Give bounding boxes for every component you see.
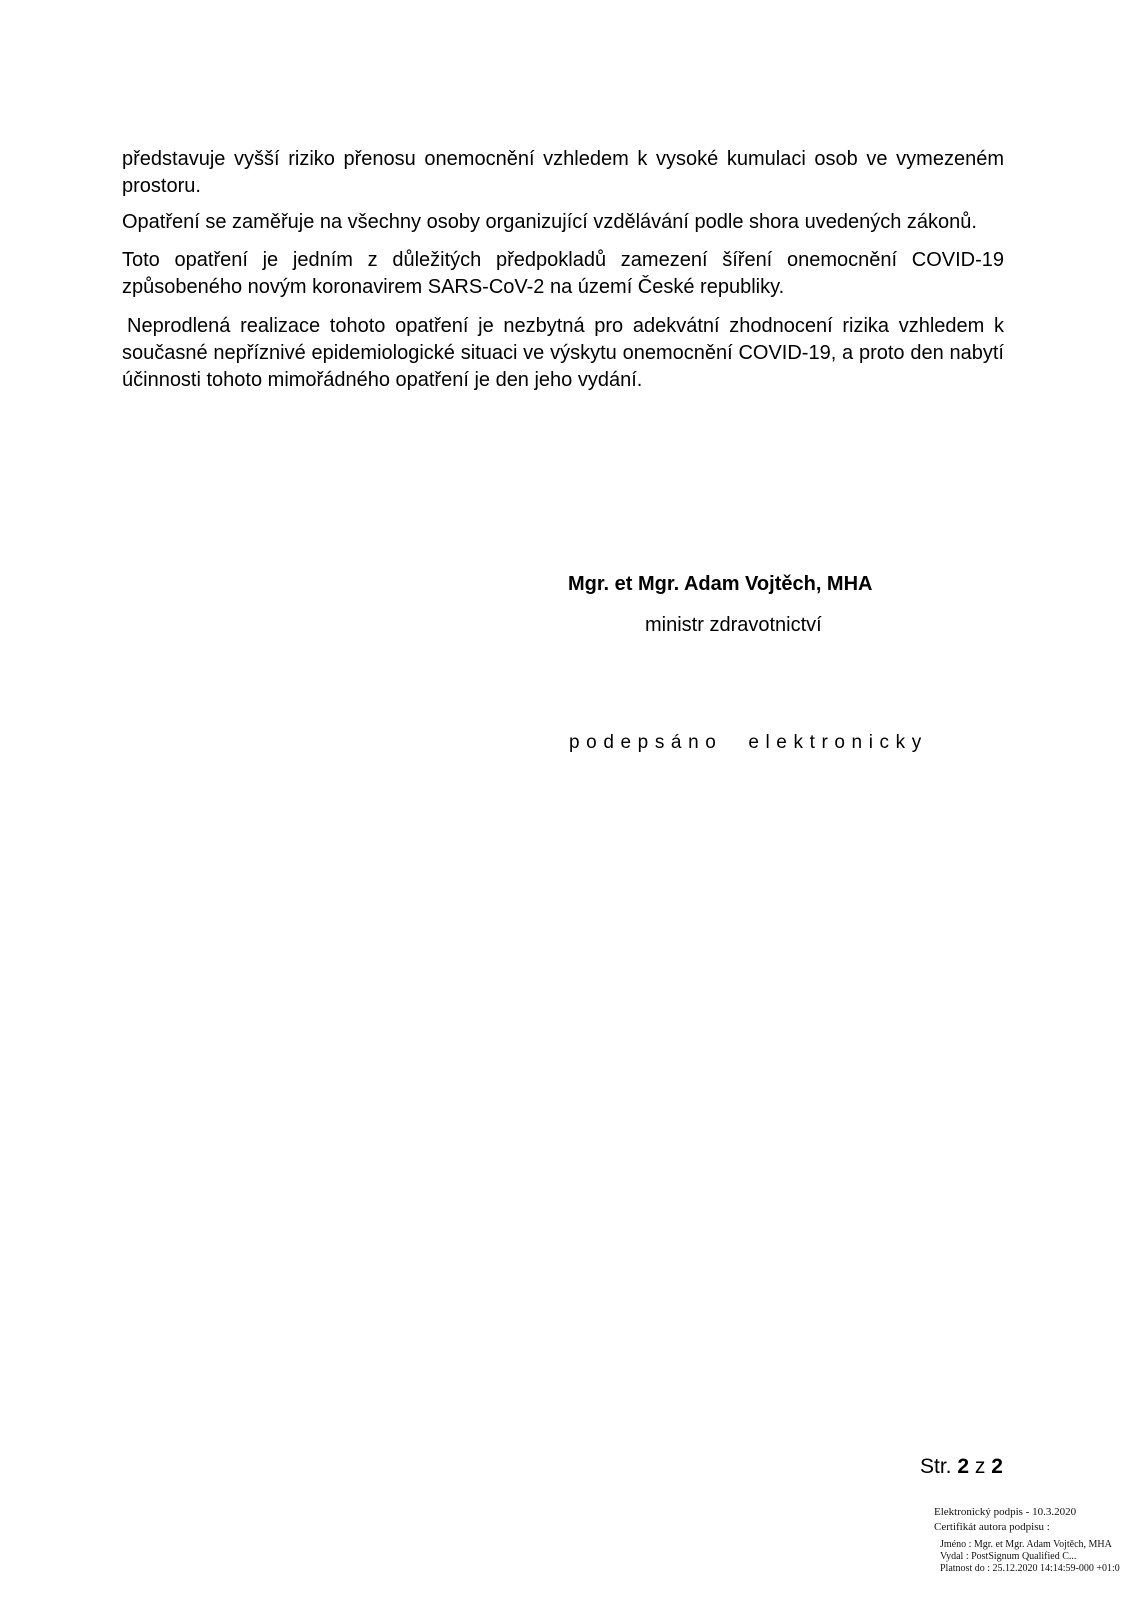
signature-certificate-label: Certifikát autora podpisu : [934, 1521, 1050, 1533]
page-number-current: 2 [957, 1455, 970, 1478]
signer-title: ministr zdravotnictví [645, 614, 822, 636]
paragraph-effectiveness: Neprodlená realizace tohoto opatření je nezbytná pro adekvátní zhodnocení rizika vzhledem k současné nepříznivé epidemiologické situaci ve výskytu onemocnění COVID-19, a proto den nabytí účinnosti tohoto mimořádného opatření je den jeho vydání. [122, 315, 1004, 391]
signature-validity-line: Platnost do : 25.12.2020 14:14:59-000 +01:0 [940, 1563, 1120, 1574]
paragraph-scope: Opatření se zaměřuje na všechny osoby organizující vzdělávání podle shora uvedených zákonů. [122, 211, 977, 233]
paragraph-risk: představuje vyšší riziko přenosu onemocnění vzhledem k vysoké kumulaci osob ve vymezeném prostoru. [122, 148, 1004, 197]
signed-electronically-note: podepsáno elektronicky [569, 732, 928, 753]
page-number-prefix: Str. [920, 1455, 952, 1478]
signature-stamp-heading: Elektronický podpis - 10.3.2020 [934, 1506, 1077, 1518]
page-number [920, 1454, 1003, 1480]
page-number-total: 2 [991, 1455, 1003, 1478]
electronic-signature-stamp [934, 1505, 1124, 1575]
document-body [122, 146, 1004, 394]
signer-name: Mgr. et Mgr. Adam Vojtěch, MHA [568, 573, 873, 595]
page-number-separator: z [974, 1455, 986, 1478]
signature-issuer-line: Vydal : PostSignum Qualified C... [940, 1551, 1077, 1562]
paragraph-purpose: Toto opatření je jedním z důležitých předpokladů zamezení šíření onemocnění COVID-19 způsobeného novým koronavirem SARS-CoV-2 na území České republiky. [122, 249, 1004, 298]
signature-name-line: Jméno : Mgr. et Mgr. Adam Vojtěch, MHA [940, 1539, 1112, 1550]
